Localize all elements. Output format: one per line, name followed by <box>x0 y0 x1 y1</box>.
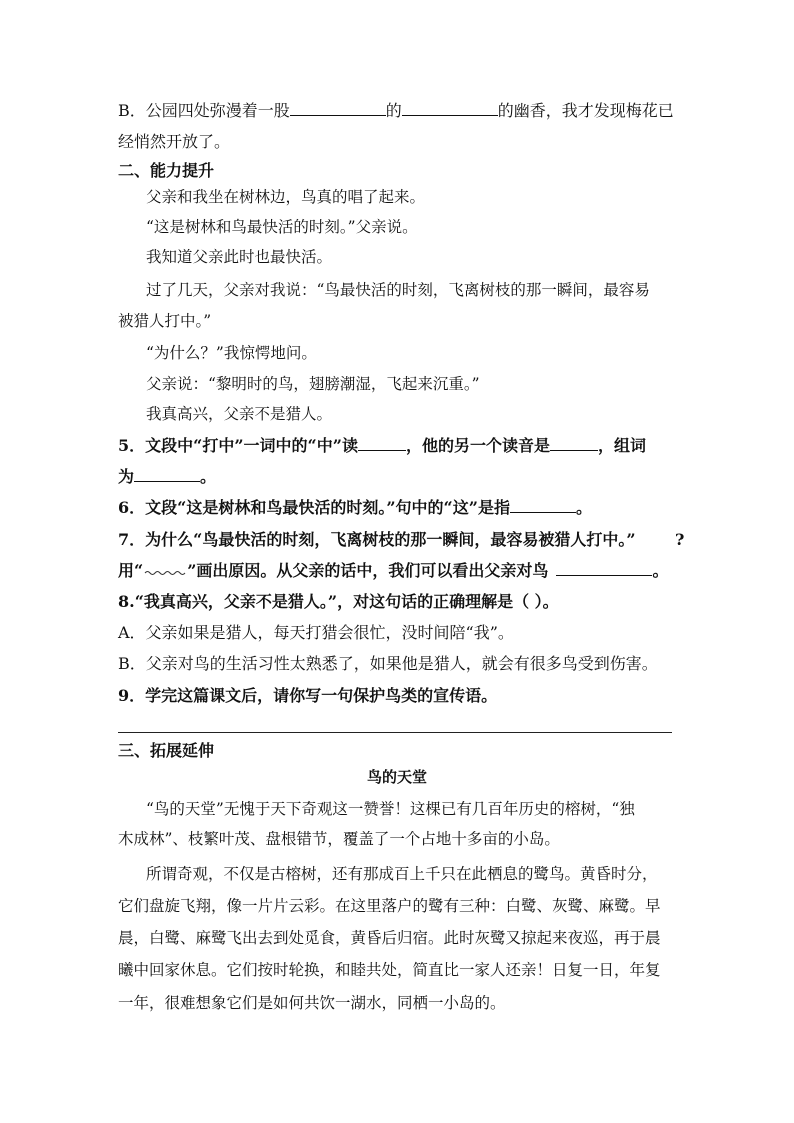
section2-heading: 二、能力提升 <box>118 161 215 180</box>
q4-text-c: 的幽香，我才发现梅花已 <box>497 101 674 120</box>
passage-line: 我知道父亲此时也最快活。 <box>146 248 333 266</box>
story-title: 鸟的天堂 <box>366 768 427 786</box>
q7-text-b: ”画出原因。从父亲的话中，我们可以看出父亲对鸟 <box>187 561 549 580</box>
q7-line1: 7．为什么“鸟最快活的时刻，飞离树枝的那一瞬间，最容易被猎人打中。” <box>118 530 636 549</box>
q4-blank-2[interactable] <box>402 101 498 116</box>
q5-text-e: 。 <box>200 467 217 486</box>
wavy-underline-icon <box>143 566 187 576</box>
q5-line1 <box>118 436 646 456</box>
q6-text-b: 。 <box>575 498 592 517</box>
q5-text-d: 为 <box>118 467 135 486</box>
q4-option-b-line1 <box>118 101 674 121</box>
q7-text-a: 用“ <box>118 561 144 580</box>
q4-option-b-line2: 经悄然开放了。 <box>118 132 231 151</box>
q5-text-c: ，组词 <box>597 436 646 455</box>
passage-line: “这是树林和鸟最快活的时刻。”父亲说。 <box>146 218 418 236</box>
section3-heading: 三、拓展延伸 <box>118 741 215 760</box>
q9-question: 9．学完这篇课文后，请你写一句保护鸟类的宣传语。 <box>118 686 498 705</box>
answer-line[interactable] <box>118 732 672 733</box>
q7-question-mark: ? <box>675 530 685 549</box>
q5-blank-other-pronunciation[interactable] <box>550 436 598 451</box>
passage-line: 曦中回家休息。它们按时轮换，和睦共处，简直比一家人还亲！日复一日，年复 <box>118 961 661 979</box>
q5-line2 <box>118 467 216 487</box>
q5-text-b: ，他的另一个读音是 <box>405 436 550 455</box>
passage-line: 过了几天，父亲对我说：“鸟最快活的时刻，飞离树枝的那一瞬间，最容易 <box>146 281 650 299</box>
passage-line: 木成林”、枝繁叶茂、盘根错节，覆盖了一个占地十多亩的小岛。 <box>118 830 560 848</box>
q5-text-a: 5．文段中“打中”一词中的“中”读 <box>118 436 358 455</box>
passage-line: “鸟的天堂”无愧于天下奇观这一赞誉！这棵已有几百年历史的榕树，“独 <box>146 800 635 818</box>
q4-text-b: 的 <box>385 101 402 120</box>
passage-line: 被猎人打中。” <box>118 312 212 330</box>
passage-line: 一年，很难想象它们是如何共饮一湖水，同栖一小岛的。 <box>118 994 506 1012</box>
q7-line2 <box>118 561 668 581</box>
passage-line: “为什么？”我惊愕地问。 <box>146 344 317 362</box>
q5-blank-pronunciation[interactable] <box>358 436 406 451</box>
passage-line: 晨，白鹭、麻鹭飞出去到处觅食，黄昏后归宿。此时灰鹭又掠起来夜巡，再于晨 <box>118 929 661 947</box>
q5-blank-word[interactable] <box>134 467 200 482</box>
passage-line: 所谓奇观，不仅是古榕树，还有那成百上千只在此栖息的鹭鸟。黄昏时分， <box>146 865 658 883</box>
q8-stem: 8.“我真高兴，父亲不是猎人。”，对这句话的正确理解是（ ）。 <box>118 592 559 611</box>
q6-blank[interactable] <box>510 498 576 513</box>
passage-line: 我真高兴，父亲不是猎人。 <box>146 405 333 423</box>
q6-text-a: 6．文段“这是树林和鸟最快活的时刻。”句中的“这”是指 <box>118 498 510 517</box>
q4-text-a: B．公园四处弥漫着一股 <box>118 101 290 120</box>
q7-text-c: 。 <box>652 561 669 580</box>
q7-blank[interactable] <box>556 561 652 576</box>
q8-option-b[interactable]: B．父亲对鸟的生活习性太熟悉了，如果他是猎人，就会有很多鸟受到伤害。 <box>118 654 658 673</box>
q4-blank-1[interactable] <box>290 101 386 116</box>
passage-line: 父亲和我坐在树林边，鸟真的唱了起来。 <box>146 188 426 206</box>
passage-line: 父亲说：“黎明时的鸟，翅膀潮湿，飞起来沉重。” <box>146 375 480 393</box>
q8-option-a[interactable]: A．父亲如果是猎人，每天打猎会很忙，没时间陪“我”。 <box>118 623 514 642</box>
q6-line <box>118 498 592 518</box>
passage-line: 它们盘旋飞翔，像一片片云彩。在这里落户的鹭有三种：白鹭、灰鹭、麻鹭。早 <box>118 897 661 915</box>
